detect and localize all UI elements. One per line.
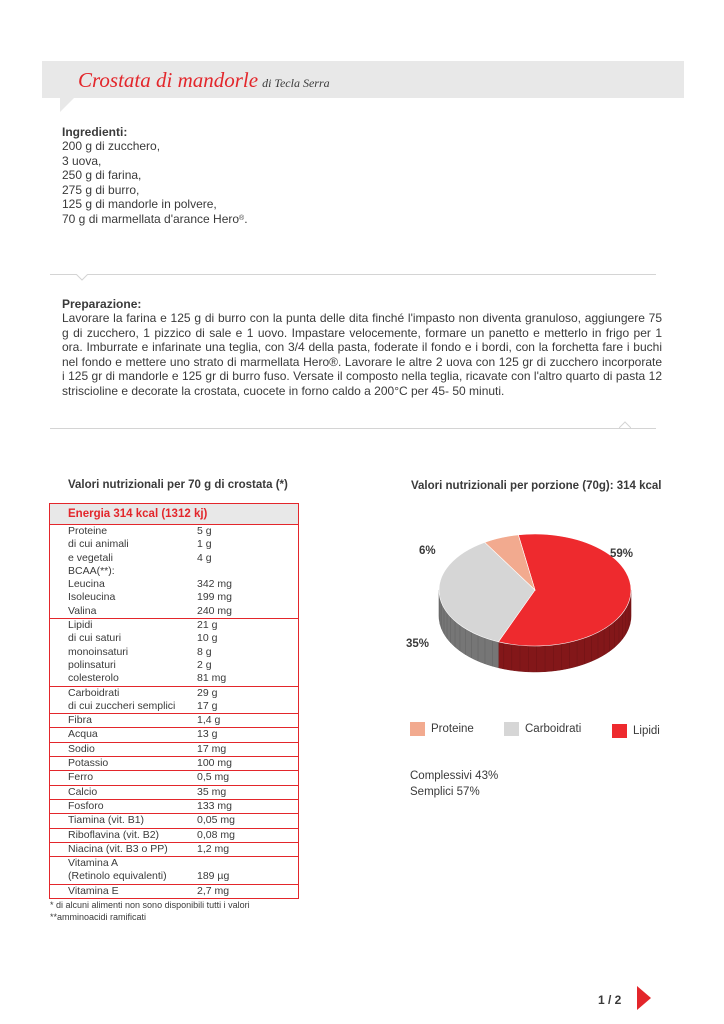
preparation-heading: Preparazione: <box>62 297 142 311</box>
ingredient-item: 275 g di burro, <box>62 182 140 197</box>
ingredient-text: 70 g di marmellata d'arance Hero <box>62 211 240 226</box>
energy-row <box>50 504 298 525</box>
table-row <box>50 843 298 856</box>
table-row <box>50 857 298 870</box>
divider-notch-up <box>619 421 631 428</box>
nutrition-group <box>50 800 298 814</box>
nutrition-group <box>50 757 298 771</box>
table-row <box>50 771 298 784</box>
table-row <box>50 786 298 799</box>
nutrient-value: 1 g <box>197 538 212 551</box>
nutrient-value: 13 g <box>197 728 218 741</box>
nutrient-name: Sodio <box>68 742 95 755</box>
nutrient-value: 2 g <box>197 658 212 671</box>
ingredient-item: 3 uova, <box>62 153 102 168</box>
table-row <box>50 578 298 591</box>
table-row <box>50 885 298 898</box>
legend-swatch <box>504 722 519 736</box>
pie-chart <box>400 520 660 700</box>
nutrient-value: 1,2 mg <box>197 842 230 855</box>
nutrient-name: polinsaturi <box>68 658 116 671</box>
nutrition-group <box>50 525 298 619</box>
nutrient-name: di cui zuccheri semplici <box>68 699 176 712</box>
nutrient-name: monoinsaturi <box>68 645 129 658</box>
nutrient-name: Potassio <box>68 757 109 770</box>
nutrition-group <box>50 728 298 742</box>
legend-label: Carboidrati <box>525 723 582 736</box>
nutrition-group <box>50 829 298 843</box>
table-row <box>50 743 298 756</box>
ingredient-item: 125 g di mandorle in polvere, <box>62 197 217 212</box>
nutrition-group <box>50 857 298 885</box>
table-row <box>50 605 298 618</box>
nutrition-group <box>50 687 298 715</box>
legend-label: Proteine <box>431 723 474 736</box>
nutrient-value: 0,5 mg <box>197 771 230 784</box>
nutrition-group <box>50 743 298 757</box>
footnote: * di alcuni alimenti non sono disponibili tutti i valori <box>50 900 250 910</box>
legend-item <box>410 722 474 736</box>
preparation-section <box>62 297 662 399</box>
nutrient-name: BCAA(**): <box>68 564 115 577</box>
nutrient-name: Ferro <box>68 771 94 784</box>
preparation-text: Lavorare la farina e 125 g di burro con la punta delle dita finché l'impasto non diventa granuloso, aggiungere 75 g di zucchero, 1 pizzico di sale e 1 uovo. Impastare velocemente, formare un panetto e metterlo in frigo per 1 ora. Imburrate e infarinate una teglia, con 3/4 della pasta, foderate il fondo e i bordi, con la forchetta fare i buchi nel fondo e mettere uno strato di marmellata Hero®. Lavorare le altre 2 uova con 125 gr di zucchero incorporate i 125 gr di mandorle e 125 gr di burro fuso. Versate il composto nella teglia, ricavate con l'altro quarto di pasta 12 striscioline e decorate la crostata, cuocete in forno caldo a 200°C per 45- 50 minuti. <box>62 311 662 398</box>
pct-label-carboidrati: 35% <box>406 638 430 650</box>
nutrient-name: di cui animali <box>68 538 129 551</box>
table-row <box>50 659 298 672</box>
ingredients-list <box>62 139 382 227</box>
nutrition-table-body <box>50 525 298 898</box>
nutrient-name: (Retinolo equivalenti) <box>68 870 167 883</box>
table-row <box>50 591 298 604</box>
nutrient-value: 199 mg <box>197 591 233 604</box>
table-row <box>50 619 298 632</box>
pct-label-lipidi: 59% <box>610 548 634 560</box>
ingredients-section <box>62 125 382 227</box>
nutrition-group <box>50 714 298 728</box>
nutrition-group <box>50 786 298 800</box>
nutrient-name: Fosforo <box>68 799 104 812</box>
divider-bottom <box>50 428 656 429</box>
legend-item <box>504 722 581 736</box>
table-row <box>50 757 298 770</box>
nutrient-value: 133 mg <box>197 799 233 812</box>
nutrition-group <box>50 771 298 785</box>
nutrient-name: Vitamina A <box>68 857 119 870</box>
table-row <box>50 814 298 827</box>
nutrient-name: Niacina (vit. B3 o PP) <box>68 842 168 855</box>
nutrient-value: 240 mg <box>197 604 233 617</box>
recipe-title <box>78 68 330 93</box>
pct-label-proteine: 6% <box>419 545 436 557</box>
table-row <box>50 565 298 578</box>
table-row <box>50 829 298 842</box>
nutrition-group <box>50 885 298 898</box>
author-name: di Tecla Serra <box>262 76 330 90</box>
nutrient-name: Isoleucina <box>68 591 116 604</box>
nutrient-value: 4 g <box>197 551 212 564</box>
table-row <box>50 552 298 565</box>
nutrient-value: 81 mg <box>197 672 227 685</box>
nutrient-value: 21 g <box>197 619 218 632</box>
nutrient-value: 189 µg <box>197 870 230 883</box>
nutrient-value: 35 mg <box>197 785 227 798</box>
divider-notch <box>76 274 88 281</box>
table-row <box>50 870 298 883</box>
nutrient-value: 0,08 mg <box>197 828 235 841</box>
nutrient-name: Riboflavina (vit. B2) <box>68 828 160 841</box>
nutrition-table-title: Valori nutrizionali per 70 g di crostata (*) <box>68 479 288 491</box>
nutrient-value: 100 mg <box>197 757 233 770</box>
divider-top <box>50 274 656 275</box>
footnotes <box>50 900 250 923</box>
nutrition-group <box>50 619 298 686</box>
nutrition-table <box>49 503 299 899</box>
table-row <box>50 700 298 713</box>
pie-chart-title: Valori nutrizionali per porzione (70g): 314 kcal <box>411 480 662 492</box>
nutrient-name: Tiamina (vit. B1) <box>68 814 145 827</box>
ingredients-heading: Ingredienti: <box>62 125 128 139</box>
nutrient-name: Proteine <box>68 525 108 537</box>
ingredient-item <box>62 212 382 227</box>
table-row <box>50 728 298 741</box>
nutrient-name: Calcio <box>68 785 98 798</box>
nutrient-name: Acqua <box>68 728 98 741</box>
registered-mark: ® <box>239 214 245 222</box>
table-row <box>50 687 298 700</box>
table-row <box>50 525 298 538</box>
table-row <box>50 800 298 813</box>
nutrition-group <box>50 843 298 857</box>
nutrient-value: 5 g <box>197 525 212 537</box>
nutrient-name: Carboidrati <box>68 686 120 699</box>
nutrient-name: Valina <box>68 604 97 617</box>
nutrient-name: Fibra <box>68 714 92 727</box>
nutrient-value: 17 g <box>197 699 218 712</box>
legend-swatch <box>612 724 627 738</box>
ingredient-tail: . <box>244 211 248 226</box>
legend-swatch <box>410 722 425 736</box>
table-row <box>50 714 298 727</box>
nutrient-name: Vitamina E <box>68 884 119 897</box>
energy-label: Energia 314 kcal (1312 kj) <box>68 508 208 520</box>
next-page-arrow-icon[interactable] <box>637 986 651 1010</box>
nutrient-value: 2,7 mg <box>197 884 230 897</box>
table-row <box>50 646 298 659</box>
page-number: 1 / 2 <box>598 993 622 1007</box>
nutrient-value: 342 mg <box>197 578 233 591</box>
nutrient-name: e vegetali <box>68 551 113 564</box>
nutrient-value: 10 g <box>197 632 218 645</box>
legend-item <box>612 724 660 738</box>
nutrient-name: Lipidi <box>68 619 93 632</box>
carb-breakdown <box>410 768 498 800</box>
nutrient-value: 0,05 mg <box>197 814 235 827</box>
nutrient-value: 1,4 g <box>197 714 221 727</box>
table-row <box>50 538 298 551</box>
nutrient-value: 8 g <box>197 645 212 658</box>
title-text: Crostata di mandorle <box>78 68 259 92</box>
ingredient-item: 200 g di zucchero, <box>62 139 161 153</box>
footnote: **amminoacidi ramificati <box>50 911 147 922</box>
nutrition-group <box>50 814 298 828</box>
carb-simple: Semplici 57% <box>410 786 480 798</box>
pie-legend <box>410 722 680 742</box>
table-row <box>50 632 298 645</box>
nutrient-name: Leucina <box>68 578 105 591</box>
nutrient-name: colesterolo <box>68 672 119 685</box>
table-row <box>50 672 298 685</box>
ingredient-item: 250 g di farina, <box>62 168 142 183</box>
nutrient-value: 17 mg <box>197 742 227 755</box>
nutrient-value: 29 g <box>197 686 218 699</box>
nutrient-name: di cui saturi <box>68 632 122 645</box>
header-tail <box>60 98 74 112</box>
legend-label: Lipidi <box>633 725 660 738</box>
carb-complex: Complessivi 43% <box>410 770 499 782</box>
